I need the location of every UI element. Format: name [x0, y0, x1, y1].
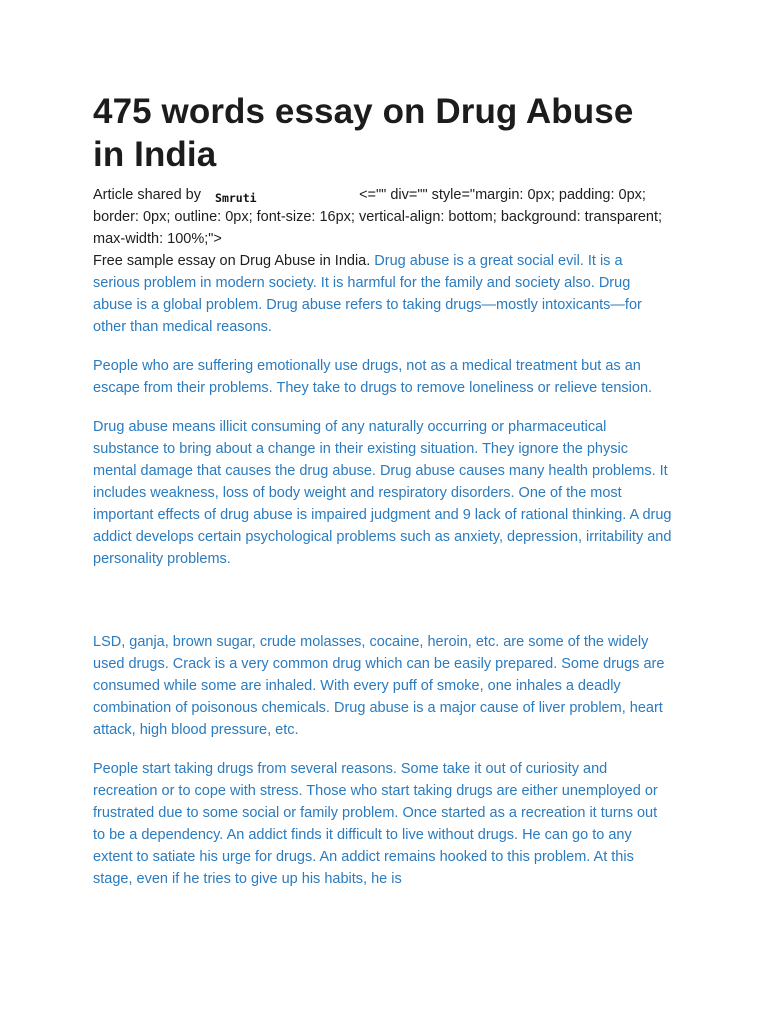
- byline-stray-markup: <="" div="" style="margin: 0px; padding: 0px; border: 0px; outline: 0px; font-size: 16px; vertical-align: bottom; background: transparent; max-width: 100%;">: [93, 187, 663, 247]
- body-paragraph-4: People start taking drugs from several reasons. Some take it out of curiosity and recreation or to cope with stress. Those who start taking drugs are either unemployed or frustrated due to some social or family problem. Once started as a recreation it turns out to be a dependency. An addict finds it difficult to live without drugs. He can go to any extent to satiate his urge for drugs. An addict remains hooked to this problem. At this stage, even if he tries to give up his habits, he is: [93, 761, 658, 887]
- body-paragraph-1: People who are suffering emotionally use drugs, not as a medical treatment but as an escape from their problems. They take to drugs to remove loneliness or relieve tension.: [93, 358, 653, 396]
- intro-paragraph: [93, 250, 673, 338]
- article-title: 475 words essay on Drug Abuse in India: [93, 92, 634, 174]
- byline-prefix: Article shared by: [93, 187, 201, 203]
- body-paragraph-3: LSD, ganja, brown sugar, crude molasses, cocaine, heroin, etc. are some of the widely used drugs. Crack is a very common drug which can be easily prepared. Some drugs are consumed while some are inhaled. With every puff of smoke, one inhales a deadly combination of poisonous chemicals. Drug abuse is a major cause of liver problem, heart attack, high blood pressure, etc.: [93, 634, 665, 738]
- intro-lead: Free sample essay on Drug Abuse in India.: [93, 253, 371, 269]
- article-page: [93, 90, 673, 907]
- body-paragraph-2: Drug abuse means illicit consuming of any naturally occurring or pharmaceutical substance to bring about a change in their existing situation. They ignore the physic mental damage that causes the drug abuse. Drug abuse causes many health problems. It includes weakness, loss of body weight and respiratory disorders. One of the most important effects of drug abuse is impaired judgment and 9 lack of rational thinking. A drug addict develops certain psychological problems such as anxiety, depression, irritability and personality problems.: [93, 419, 672, 567]
- byline: [93, 184, 673, 250]
- intro-body: Drug abuse is a great social evil. It is a serious problem in modern society. It is harmful for the family and society also. Drug abuse is a global problem. Drug abuse refers to taking drugs—mostly intoxicants—for other than medical reasons.: [93, 253, 642, 335]
- paragraph-gap: [93, 587, 673, 631]
- author-signature[interactable]: Smruti: [215, 191, 257, 205]
